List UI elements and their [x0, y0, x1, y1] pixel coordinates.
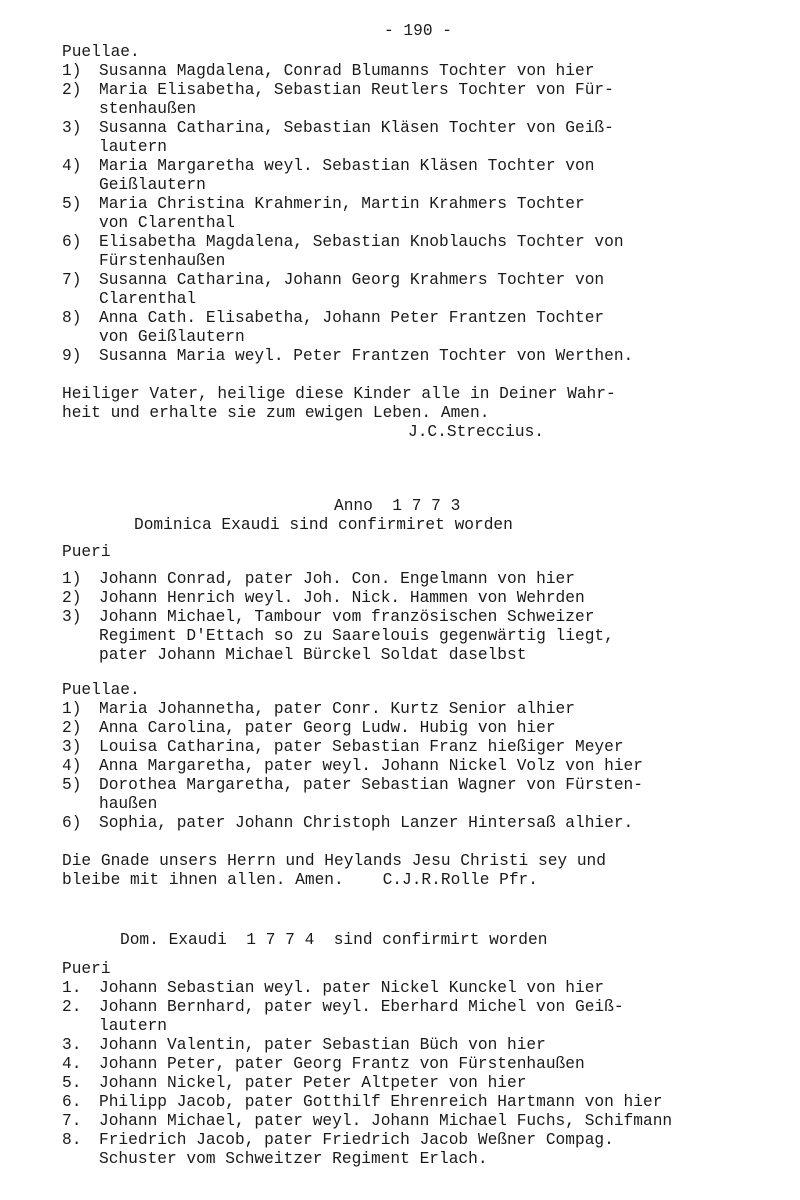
item-line: von Clarenthal: [99, 214, 235, 232]
section-anno-1773: [62, 497, 782, 890]
item-line: Johann Michael, pater weyl. Johann Michael Fuchs, Schifmann: [99, 1112, 673, 1130]
item-number: 3): [62, 738, 82, 756]
item-text: [99, 233, 789, 271]
item-line: Johann Valentin, pater Sebastian Büch von hier: [99, 1036, 546, 1054]
boys-list: [62, 979, 782, 1169]
list-item: [62, 157, 782, 195]
item-text: [99, 814, 789, 833]
item-line: Maria Margaretha weyl. Sebastian Kläsen Tochter von: [99, 157, 595, 175]
list-item: [62, 1074, 782, 1093]
boys-heading: Pueri: [62, 960, 111, 978]
list-item: [62, 195, 782, 233]
list-item: [62, 81, 782, 119]
item-number: 8): [62, 309, 82, 327]
item-line: Johann Nickel, pater Peter Altpeter von hier: [99, 1074, 527, 1092]
item-number: 1): [62, 62, 82, 80]
blessing: [62, 852, 782, 890]
item-line: Maria Christina Krahmerin, Martin Krahmers Tochter: [99, 195, 585, 213]
list-item: [62, 1093, 782, 1112]
list-item: [62, 998, 782, 1036]
item-line: Susanna Magdalena, Conrad Blumanns Tochter von hier: [99, 62, 595, 80]
item-line: Fürstenhaußen: [99, 252, 226, 270]
item-number: 1): [62, 700, 82, 718]
text-line: Die Gnade unsers Herrn und Heylands Jesu Christi sey und: [62, 852, 606, 870]
section-1774: [62, 931, 782, 1169]
item-text: [99, 1131, 789, 1169]
item-text: [99, 979, 789, 998]
item-number: 5.: [62, 1074, 82, 1092]
item-number: 4): [62, 157, 82, 175]
item-text: [99, 347, 789, 366]
list-item: [62, 62, 782, 81]
item-number: 6): [62, 233, 82, 251]
item-number: 7): [62, 271, 82, 289]
item-number: 4.: [62, 1055, 82, 1073]
item-line: Philipp Jacob, pater Gotthilf Ehrenreich Hartmann von hier: [99, 1093, 663, 1111]
item-line: Anna Margaretha, pater weyl. Johann Nickel Volz von hier: [99, 757, 643, 775]
item-number: 7.: [62, 1112, 82, 1130]
list-item: [62, 1112, 782, 1131]
item-line: Elisabetha Magdalena, Sebastian Knoblauchs Tochter von: [99, 233, 624, 251]
list-item: [62, 757, 782, 776]
item-number: 2.: [62, 998, 82, 1016]
list-item: [62, 1055, 782, 1074]
item-text: [99, 757, 789, 776]
item-line: Johann Peter, pater Georg Frantz von Fürstenhaußen: [99, 1055, 585, 1073]
item-number: 4): [62, 757, 82, 775]
list-item: [62, 570, 782, 589]
list-item: [62, 589, 782, 608]
girls-list: [62, 700, 782, 833]
item-line: Schuster vom Schweitzer Regiment Erlach.: [99, 1150, 488, 1168]
item-line: von Geißlautern: [99, 328, 245, 346]
item-line: Sophia, pater Johann Christoph Lanzer Hintersaß alhier.: [99, 814, 634, 832]
year-heading: Anno 1 7 7 3: [334, 497, 461, 515]
section-heading: Puellae.: [62, 43, 140, 61]
item-line: Johann Sebastian weyl. pater Nickel Kunckel von hier: [99, 979, 605, 997]
item-text: [99, 1093, 789, 1112]
item-line: pater Johann Michael Bürckel Soldat daselbst: [99, 646, 527, 664]
page-number: - 190 -: [384, 22, 452, 40]
list-item: [62, 979, 782, 998]
list-item: [62, 814, 782, 833]
item-text: [99, 119, 789, 157]
item-number: 3.: [62, 1036, 82, 1054]
section-subtitle: Dominica Exaudi sind confirmiret worden: [134, 516, 513, 534]
item-text: [99, 195, 789, 233]
item-number: 1): [62, 570, 82, 588]
item-text: [99, 81, 789, 119]
item-line: Friedrich Jacob, pater Friedrich Jacob Weßner Compag.: [99, 1131, 614, 1149]
entry-list: [62, 62, 782, 366]
item-number: 2): [62, 719, 82, 737]
item-number: 9): [62, 347, 82, 365]
list-item: [62, 1131, 782, 1169]
list-item: [62, 233, 782, 271]
item-line: lautern: [99, 1017, 167, 1035]
list-item: [62, 271, 782, 309]
item-number: 5): [62, 195, 82, 213]
item-line: stenhaußen: [99, 100, 197, 118]
item-number: 6): [62, 814, 82, 832]
item-line: Johann Conrad, pater Joh. Con. Engelmann von hier: [99, 570, 575, 588]
list-item: [62, 776, 782, 814]
item-text: [99, 1074, 789, 1093]
text-line: heit und erhalte sie zum ewigen Leben. Amen.: [62, 404, 490, 422]
item-text: [99, 62, 789, 81]
item-text: [99, 719, 789, 738]
list-item: [62, 700, 782, 719]
list-item: [62, 1036, 782, 1055]
item-text: [99, 776, 789, 814]
item-text: [99, 608, 789, 665]
item-text: [99, 589, 789, 608]
list-item: [62, 719, 782, 738]
section-title: Dom. Exaudi 1 7 7 4 sind confirmirt worden: [120, 931, 548, 949]
item-line: Susanna Maria weyl. Peter Frantzen Tochter von Werthen.: [99, 347, 634, 365]
text-line: bleibe mit ihnen allen. Amen. C.J.R.Rolle Pfr.: [62, 871, 538, 889]
boys-heading: Pueri: [62, 543, 111, 561]
boys-list: [62, 570, 782, 665]
item-text: [99, 570, 789, 589]
item-line: Geißlautern: [99, 176, 206, 194]
item-line: lautern: [99, 138, 167, 156]
item-line: Susanna Catharina, Johann Georg Krahmers Tochter von: [99, 271, 605, 289]
item-number: 8.: [62, 1131, 82, 1149]
list-item: [62, 347, 782, 366]
item-line: haußen: [99, 795, 158, 813]
item-number: 2): [62, 589, 82, 607]
item-line: Regiment D'Ettach so zu Saarelouis gegenwärtig liegt,: [99, 627, 614, 645]
item-number: 1.: [62, 979, 82, 997]
item-text: [99, 1055, 789, 1074]
item-text: [99, 309, 789, 347]
item-line: Johann Michael, Tambour vom französischen Schweizer: [99, 608, 595, 626]
item-line: Susanna Catharina, Sebastian Kläsen Tochter von Geiß-: [99, 119, 614, 137]
girls-heading: Puellae.: [62, 681, 140, 699]
item-number: 2): [62, 81, 82, 99]
item-line: Louisa Catharina, pater Sebastian Franz hießiger Meyer: [99, 738, 624, 756]
list-item: [62, 309, 782, 347]
blessing: [62, 385, 782, 423]
item-line: Johann Bernhard, pater weyl. Eberhard Michel von Geiß-: [99, 998, 624, 1016]
section-puellae-1772: [62, 43, 782, 442]
item-line: Anna Carolina, pater Georg Ludw. Hubig von hier: [99, 719, 556, 737]
item-number: 5): [62, 776, 82, 794]
item-text: [99, 738, 789, 757]
item-text: [99, 271, 789, 309]
item-line: Johann Henrich weyl. Joh. Nick. Hammen von Wehrden: [99, 589, 585, 607]
item-number: 6.: [62, 1093, 82, 1111]
item-line: Dorothea Margaretha, pater Sebastian Wagner von Fürsten-: [99, 776, 643, 794]
item-text: [99, 157, 789, 195]
item-text: [99, 1112, 789, 1131]
item-line: Clarenthal: [99, 290, 197, 308]
item-line: Maria Johannetha, pater Conr. Kurtz Senior alhier: [99, 700, 575, 718]
item-line: Maria Elisabetha, Sebastian Reutlers Tochter von Für-: [99, 81, 614, 99]
signature: J.C.Streccius.: [408, 423, 544, 441]
list-item: [62, 608, 782, 665]
item-text: [99, 700, 789, 719]
item-text: [99, 998, 789, 1036]
list-item: [62, 738, 782, 757]
item-number: 3): [62, 119, 82, 137]
list-item: [62, 119, 782, 157]
item-line: Anna Cath. Elisabetha, Johann Peter Frantzen Tochter: [99, 309, 605, 327]
text-line: Heiliger Vater, heilige diese Kinder alle in Deiner Wahr-: [62, 385, 616, 403]
item-number: 3): [62, 608, 82, 626]
item-text: [99, 1036, 789, 1055]
